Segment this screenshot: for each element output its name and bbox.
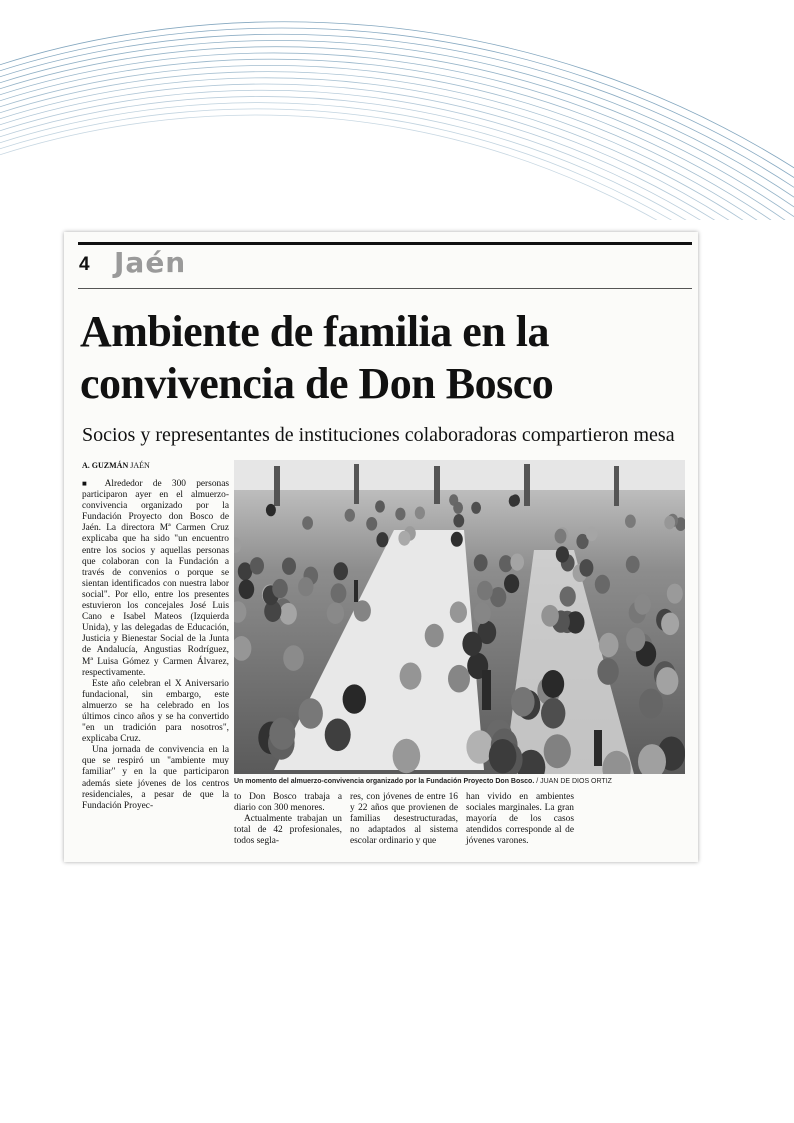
crowd-figure (415, 507, 425, 520)
crowd-figure (366, 517, 377, 531)
paragraph-2: Este año celebran el X Aniversario fundacional, sin embargo, este almuerzo se ha celebrado en los últimos cinco años y se ha convertido "en un tradición para nosotros", explicaba Cruz. (82, 678, 229, 745)
crowd-figure (555, 529, 567, 544)
crowd-figure (453, 502, 463, 514)
crowd-figure (639, 689, 663, 719)
crowd-figure (448, 665, 470, 693)
crowd-figure (453, 514, 464, 527)
crowd-figure (560, 586, 576, 606)
article-column-2 (234, 792, 342, 847)
crowd-figure (451, 532, 463, 547)
crowd-figure (299, 698, 323, 729)
crowd-figure (462, 632, 482, 656)
crowd-figure (542, 670, 564, 698)
paragraph-1: ■ Alrededor de 300 personas participaron ayer en el almuerzo-convivencia organizado por la Fundación Proyecto don Bosco de Jaén. La directora Mª Carmen Cruz explicaba que ha sido "un encuentro entre los socios y aquellas personas que colaboran con la Fundación a través de convenios o porque se sientan identificados con nuestra labor social". Por ello, entre los presentes estuvieron los concejales José Luis Cano e Isabel Mateos (Izquierda Unida), y las delegadas de Educación, Justicia y Bienestar Social de la Junta de Andalucía, Angustias Rodríguez, Mª Luisa Gómez y Carmen Álvarez, respectivamente. (82, 479, 230, 678)
crowd-figure (541, 605, 559, 627)
header-rule (78, 288, 692, 289)
crowd-figure (354, 600, 371, 621)
crowd-figure (400, 663, 422, 690)
wave-line (0, 47, 794, 218)
crowd-figure (599, 633, 619, 657)
wave-line (0, 109, 794, 220)
crowd-figure (595, 575, 610, 594)
crowd-figure (626, 628, 645, 652)
newspaper-clipping (64, 232, 698, 862)
crowd-figure (579, 559, 593, 577)
headline (80, 306, 690, 410)
crowd-figure (266, 504, 276, 516)
column-2-paragraph-1: to Don Bosco trabaja a diario con 300 menores. (234, 792, 342, 814)
crowd-figure (393, 739, 421, 773)
crowd-figure (541, 698, 565, 729)
event-photo (234, 460, 685, 774)
crowd-figure (269, 718, 295, 750)
crowd-figure (450, 601, 467, 623)
crowd-figure (477, 581, 493, 601)
crowd-figure (334, 562, 348, 580)
crowd-figure (375, 500, 385, 512)
wave-line (0, 59, 794, 220)
article-column-1 (82, 478, 229, 812)
byline-city: JAÉN (130, 461, 150, 470)
subheadline: Socios y representantes de instituciones colaboradoras compartieron mesa (82, 424, 675, 446)
crowd-figure (504, 574, 519, 593)
article-column-3 (350, 792, 458, 847)
wave-line (0, 78, 794, 220)
wave-line (0, 34, 794, 198)
column-3-text: res, con jóvenes de entre 16 y 22 años que provienen de familias desestructuradas, no adaptados al sistema escolar ordinario y que (350, 792, 458, 847)
bullet-icon: ■ (82, 479, 105, 488)
crowd-figure (272, 579, 288, 598)
crowd-figure (656, 667, 678, 695)
crowd-figure (556, 546, 569, 562)
photo-credit: / JUAN DE DIOS ORTIZ (534, 778, 612, 785)
crowd-figure (664, 516, 675, 530)
decorative-wave-lines (0, 0, 794, 220)
crowd-figure (511, 687, 535, 717)
crowd-figure (376, 532, 388, 547)
crowd-figure (471, 502, 481, 514)
crowd-figure (509, 495, 518, 507)
crowd-figure (489, 739, 517, 773)
headline-line-2: convivencia de Don Bosco (80, 359, 554, 408)
crowd-figure (298, 577, 313, 596)
crowd-figure (343, 684, 366, 713)
crowd-photo-illustration (234, 460, 685, 774)
column-2-paragraph-2: Actualmente trabajan un total de 42 profesionales, todos segla- (234, 814, 342, 847)
crowd-figure (250, 557, 264, 574)
crowd-figure (625, 515, 636, 528)
crowd-figure (667, 584, 683, 604)
byline (82, 461, 150, 470)
wave-line (0, 96, 794, 220)
caption-text: Un momento del almuerzo-convivencia organizado por la Fundación Proyecto Don Bosco. (234, 778, 535, 785)
crowd-figure (239, 580, 255, 600)
lower-columns (234, 792, 690, 847)
crowd-figure (626, 556, 640, 573)
crowd-figure (586, 527, 598, 542)
crowd-figure (280, 603, 297, 625)
photo-caption (234, 778, 690, 785)
byline-author: A. GUZMÁN (82, 461, 129, 470)
crowd-figure (327, 602, 344, 624)
crowd-figure (544, 734, 571, 768)
crowd-figure (331, 583, 347, 603)
article-column-4 (466, 792, 574, 847)
crowd-figure (510, 554, 524, 571)
wave-line (0, 115, 794, 220)
page-number: 4 (79, 254, 90, 275)
crowd-figure (474, 602, 491, 624)
top-rule (78, 242, 692, 245)
crowd-figure (661, 613, 679, 636)
column-4-text: han vivido en ambientes sociales marginales. La gran mayoría de los casos atendidos corresponde al de jóvenes varones. (466, 792, 574, 847)
crowd-figure (425, 624, 444, 648)
headline-line-1: Ambiente de familia en la (80, 307, 550, 356)
paragraph-3: Una jornada de convivencia en la que se respiró un "ambiente muy familiar" y en la que participaron además siete jóvenes de los centros residenciales, a pesar de que la Fundación Proyec- (82, 745, 229, 811)
crowd-figure (398, 531, 410, 546)
crowd-figure (395, 508, 405, 521)
crowd-figure (302, 516, 313, 530)
section-title: Jaén (114, 246, 187, 279)
crowd-figure (597, 658, 618, 685)
crowd-figure (474, 554, 488, 571)
crowd-figure (325, 719, 351, 752)
crowd-figure (283, 645, 304, 671)
crowd-figure (345, 509, 355, 522)
crowd-figure (282, 558, 296, 575)
crowd-figure (634, 594, 651, 615)
